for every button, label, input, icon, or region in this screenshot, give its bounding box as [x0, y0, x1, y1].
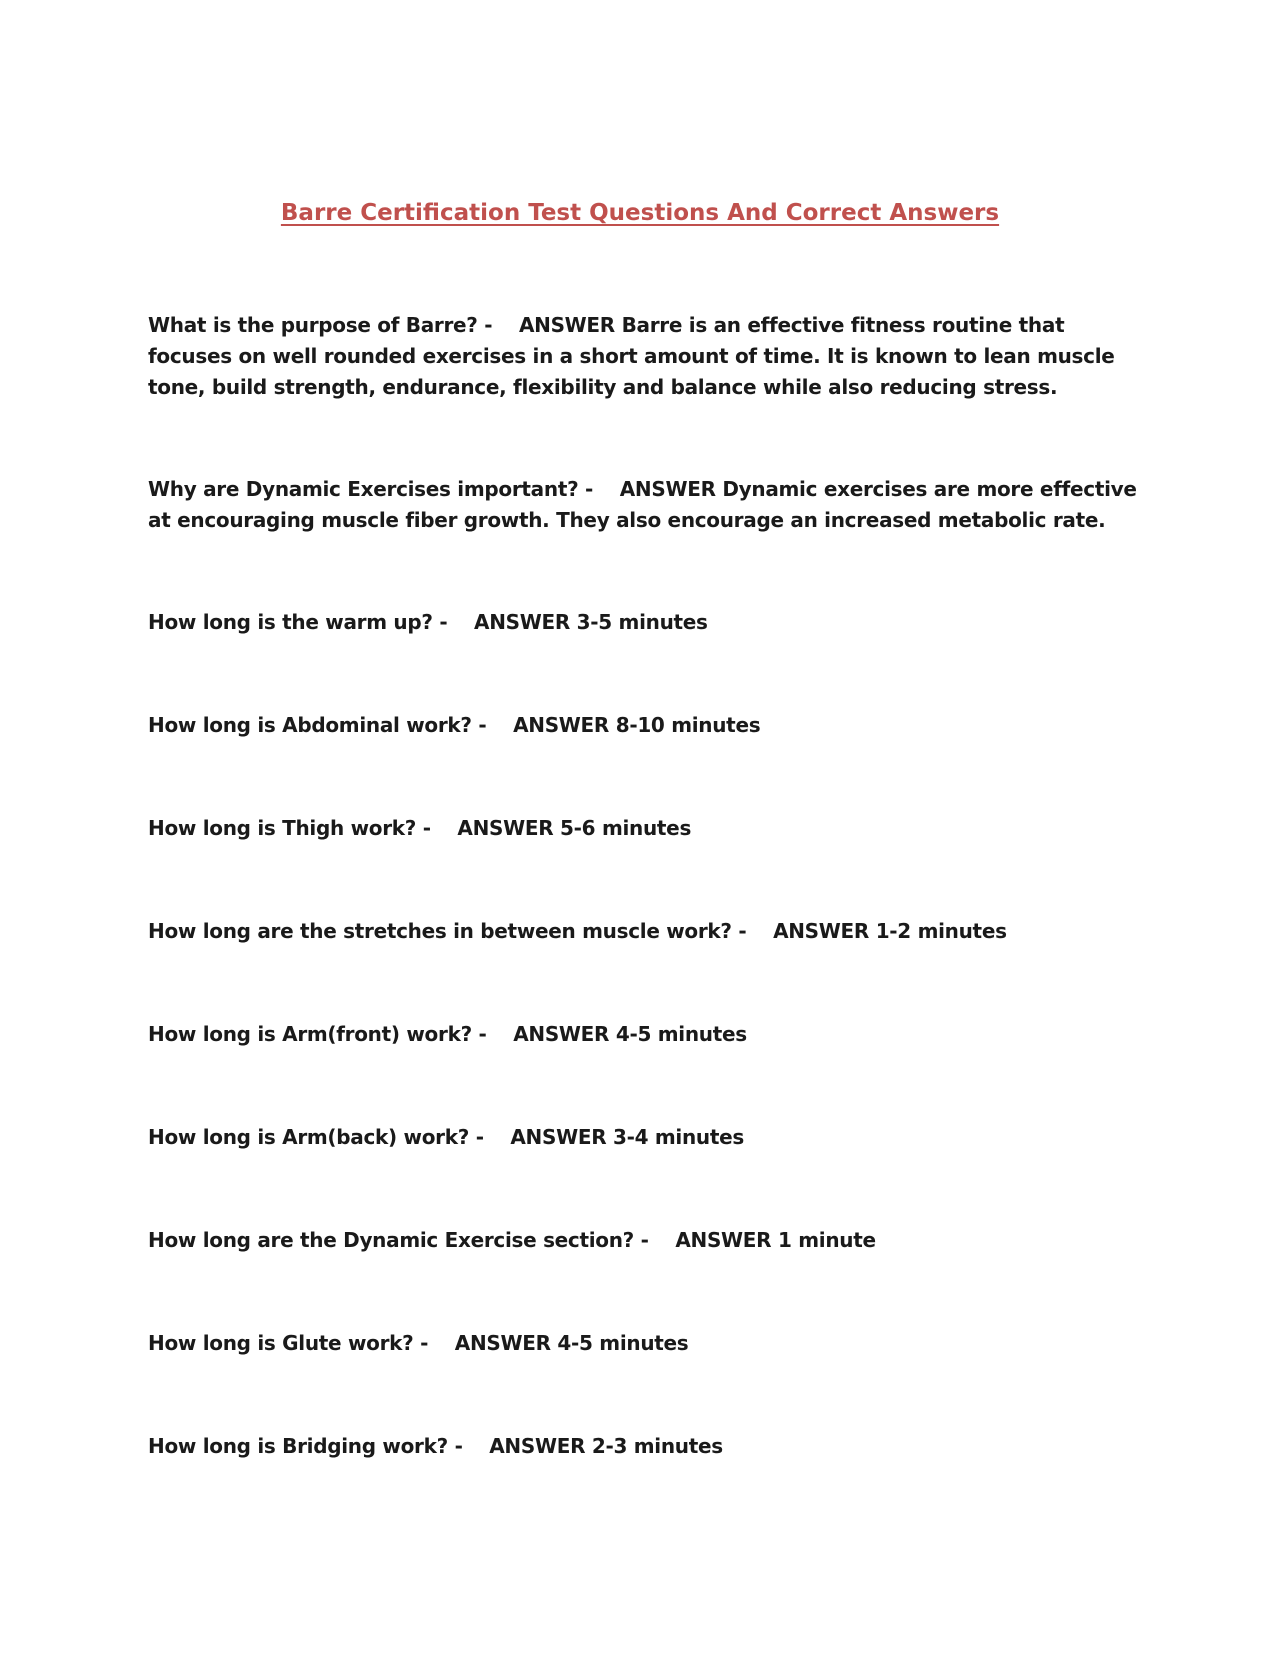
qa-item [148, 1019, 1138, 1050]
answer-text: 4-5 minutes [615, 1022, 747, 1046]
separator: - [731, 919, 774, 943]
separator: - [578, 477, 620, 501]
qa-item [148, 1328, 1138, 1359]
qa-item [148, 1122, 1138, 1153]
answer-label: ANSWER [619, 477, 716, 501]
answer-label: ANSWER [513, 1022, 610, 1046]
answer-text: 3-4 minutes [612, 1125, 744, 1149]
question-text: How long is Bridging work? [148, 1434, 448, 1458]
qa-item [148, 710, 1138, 741]
separator: - [471, 1022, 514, 1046]
answer-text: 1-2 minutes [875, 919, 1007, 943]
answer-text: Dynamic exercises are more effective at encouraging muscle fiber growth. They also encourage an increased metabolic rate. [148, 477, 1137, 532]
question-text: Why are Dynamic Exercises important? [148, 477, 579, 501]
qa-list [148, 310, 1138, 1534]
qa-item [148, 1431, 1138, 1462]
answer-text: 1 minute [777, 1228, 876, 1252]
separator: - [477, 313, 519, 337]
document-title: Barre Certification Test Questions And Correct Answers [280, 200, 1000, 226]
answer-label: ANSWER [513, 713, 610, 737]
answer-label: ANSWER [489, 1434, 586, 1458]
answer-text: 4-5 minutes [557, 1331, 689, 1355]
qa-item [148, 916, 1138, 947]
separator: - [471, 713, 514, 737]
question-text: How long are the stretches in between muscle work? [148, 919, 732, 943]
answer-text: 3-5 minutes [576, 610, 708, 634]
answer-label: ANSWER [454, 1331, 551, 1355]
qa-item [148, 474, 1138, 536]
qa-item [148, 813, 1138, 844]
question-text: How long is the warm up? [148, 610, 433, 634]
answer-text: 5-6 minutes [560, 816, 692, 840]
qa-item [148, 607, 1138, 638]
answer-label: ANSWER [518, 313, 615, 337]
answer-text: 2-3 minutes [591, 1434, 723, 1458]
qa-item [148, 310, 1138, 403]
answer-label: ANSWER [675, 1228, 772, 1252]
answer-text: 8-10 minutes [615, 713, 761, 737]
question-text: How long are the Dynamic Exercise section? [148, 1228, 634, 1252]
question-text: How long is Thigh work? [148, 816, 417, 840]
separator: - [413, 1331, 455, 1355]
separator: - [416, 816, 458, 840]
separator: - [432, 610, 475, 634]
question-text: How long is Arm(front) work? [148, 1022, 472, 1046]
answer-label: ANSWER [773, 919, 870, 943]
question-text: How long is Abdominal work? [148, 713, 472, 737]
answer-label: ANSWER [510, 1125, 607, 1149]
question-text: How long is Arm(back) work? [148, 1125, 470, 1149]
separator: - [447, 1434, 490, 1458]
answer-label: ANSWER [457, 816, 554, 840]
separator: - [634, 1228, 676, 1252]
qa-item [148, 1225, 1138, 1256]
question-text: What is the purpose of Barre? [148, 313, 478, 337]
answer-label: ANSWER [474, 610, 570, 634]
question-text: How long is Glute work? [148, 1331, 414, 1355]
separator: - [469, 1125, 511, 1149]
answer-text: Barre is an effective fitness routine that focuses on well rounded exercises in a short amount of time. It is known to lean muscle tone, build strength, endurance, flexibility and balance while also reducing stress. [148, 313, 1115, 399]
